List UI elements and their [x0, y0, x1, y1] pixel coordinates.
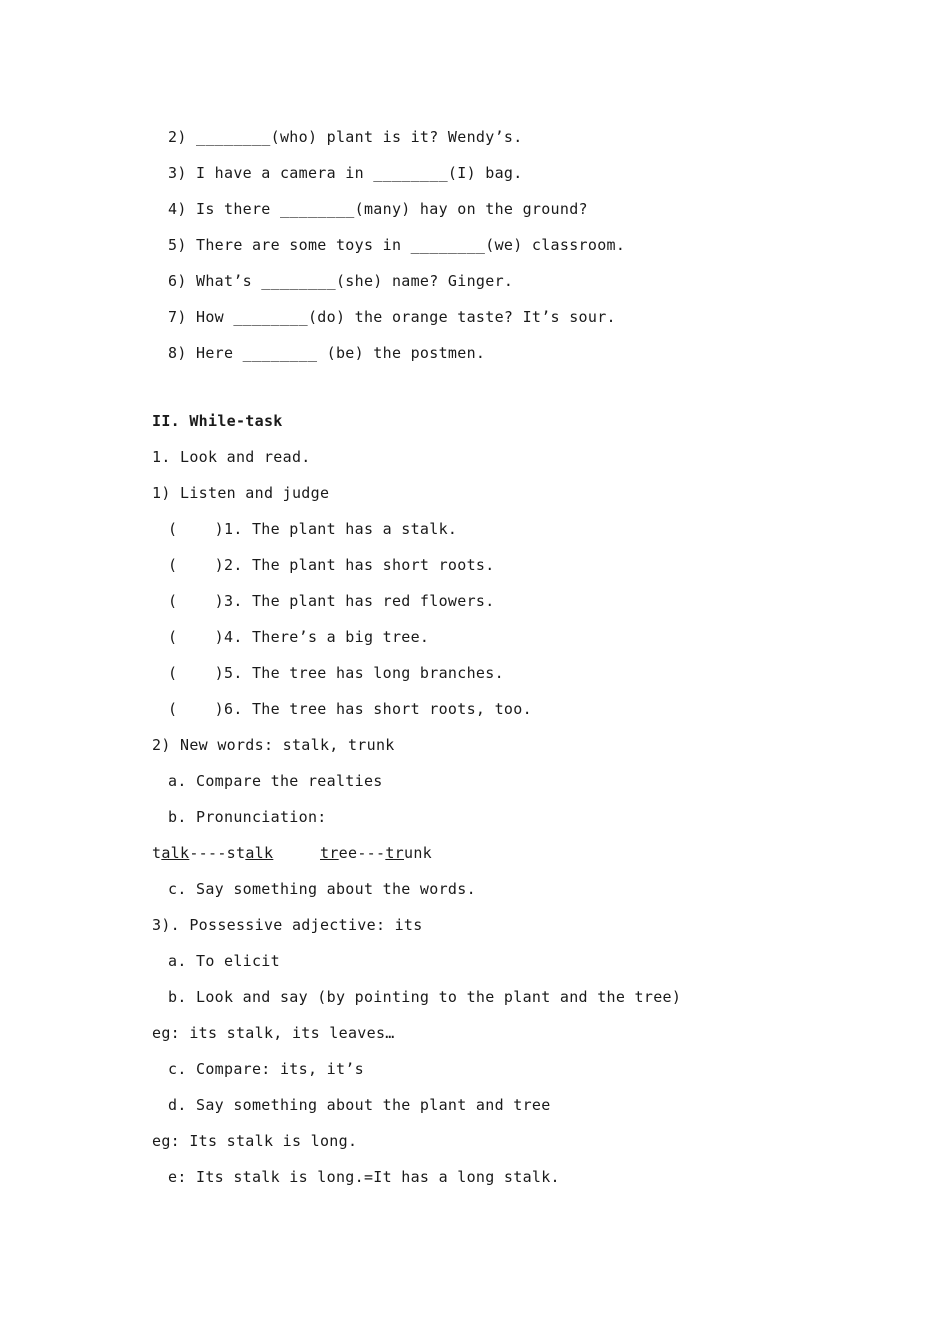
pron-gap [273, 844, 320, 862]
exercise-item: 5) There are some toys in ________(we) classroom. [168, 236, 626, 254]
pron-underlined: alk [161, 844, 190, 862]
exercise-item: 2) ________(who) plant is it? Wendy’s. [168, 128, 523, 146]
example-line: eg: its stalk, its leaves… [152, 1024, 395, 1042]
step-item: a. Compare the realties [168, 772, 383, 790]
subsection-title: 1) Listen and judge [152, 484, 330, 502]
step-item: a. To elicit [168, 952, 280, 970]
judge-item: ( )6. The tree has short roots, too. [168, 700, 532, 718]
exercise-item: 4) Is there ________(many) hay on the ground? [168, 200, 588, 218]
subsection-title: 3). Possessive adjective: its [152, 916, 423, 934]
pron-underlined: tr [385, 844, 404, 862]
pron-part: t [152, 844, 162, 862]
exercise-item: 8) Here ________ (be) the postmen. [168, 344, 486, 362]
subsection-title: 2) New words: stalk, trunk [152, 736, 395, 754]
step-item: b. Pronunciation: [168, 808, 327, 826]
exercise-item: 7) How ________(do) the orange taste? It’s sour. [168, 308, 616, 326]
exercise-item: 6) What’s ________(she) name? Ginger. [168, 272, 514, 290]
step-item: c. Compare: its, it’s [168, 1060, 364, 1078]
subsection-title: 1. Look and read. [152, 448, 311, 466]
judge-item: ( )1. The plant has a stalk. [168, 520, 458, 538]
exercise-item: 3) I have a camera in ________(I) bag. [168, 164, 523, 182]
pron-part: unk [404, 844, 432, 862]
step-item: d. Say something about the plant and tree [168, 1096, 551, 1114]
step-item: b. Look and say (by pointing to the plant and the tree) [168, 988, 682, 1006]
step-item: c. Say something about the words. [168, 880, 476, 898]
pron-part: ee--- [338, 844, 386, 862]
judge-item: ( )3. The plant has red flowers. [168, 592, 495, 610]
judge-item: ( )4. There’s a big tree. [168, 628, 430, 646]
judge-item: ( )5. The tree has long branches. [168, 664, 504, 682]
section-heading: II. While-task [152, 412, 283, 430]
judge-item: ( )2. The plant has short roots. [168, 556, 495, 574]
step-item: e: Its stalk is long.=It has a long stalk. [168, 1168, 560, 1186]
pron-part: ----st [189, 844, 246, 862]
pronunciation-line [152, 843, 432, 863]
pron-underlined: alk [245, 844, 274, 862]
example-line: eg: Its stalk is long. [152, 1132, 358, 1150]
pron-underlined: tr [320, 844, 339, 862]
